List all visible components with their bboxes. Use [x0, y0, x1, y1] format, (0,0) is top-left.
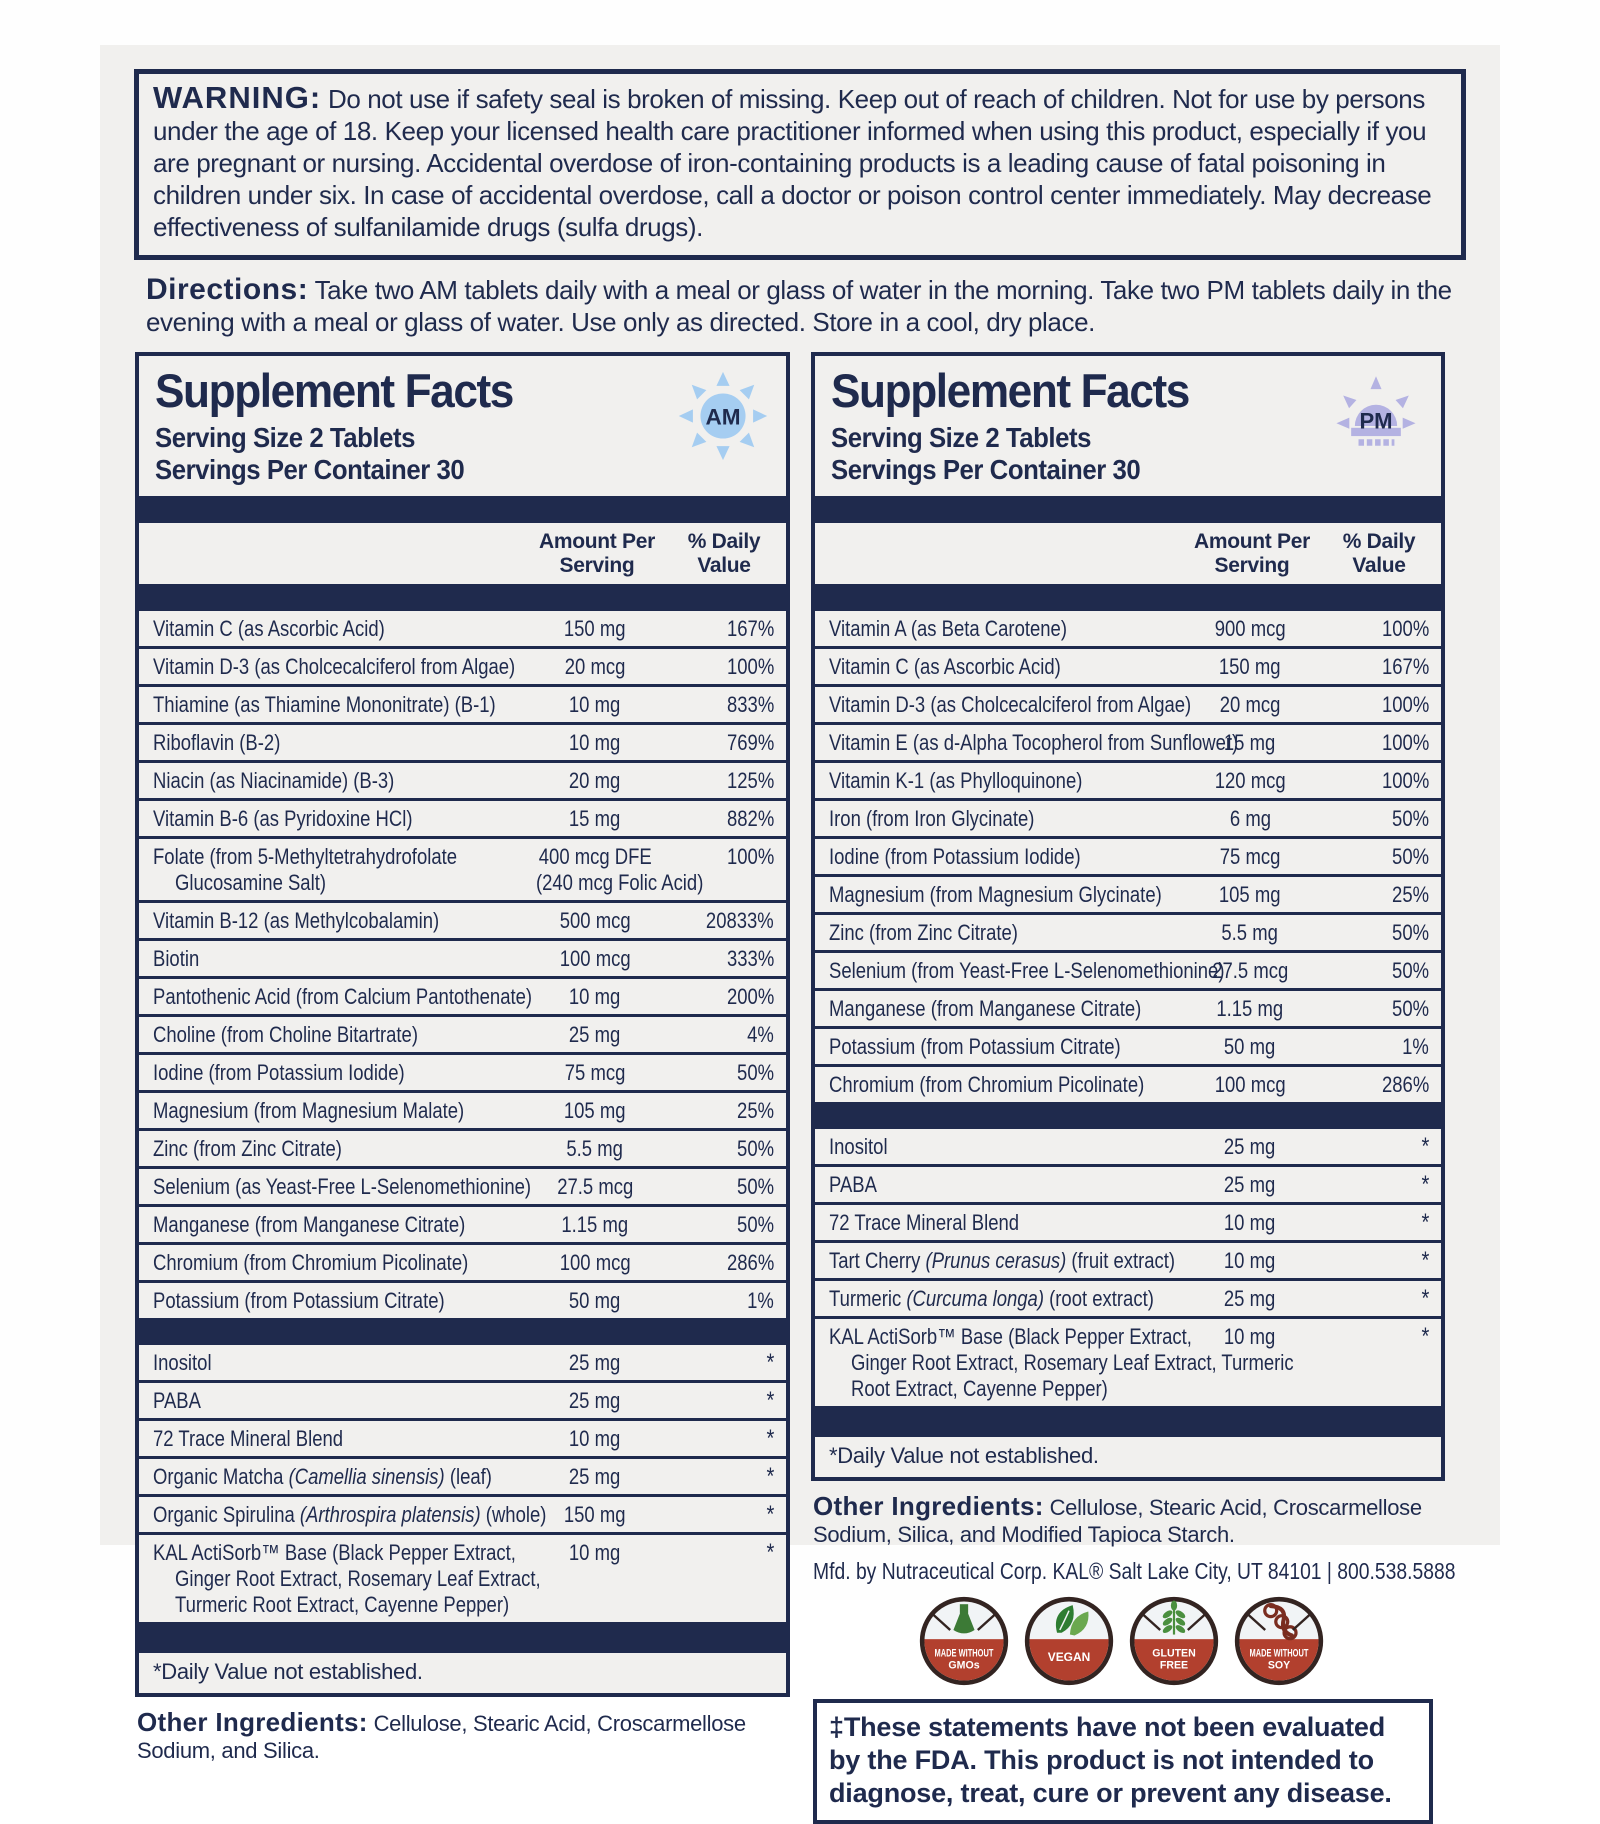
- svg-text:AM: AM: [705, 404, 741, 430]
- row-amount: 400 mcg DFE (240 mcg Folic Acid): [535, 844, 704, 895]
- table-row: [815, 646, 1441, 684]
- row-daily-value: 50%: [737, 1174, 774, 1199]
- warning-paragraph: [153, 82, 1443, 243]
- row-daily-value: *: [766, 1387, 774, 1414]
- row-daily-value: *: [766, 1349, 774, 1376]
- table-row: [139, 1532, 786, 1622]
- row-name: Iodine (from Potassium Iodide): [153, 1060, 405, 1085]
- directions: [146, 274, 1456, 338]
- row-amount: 25 mg: [569, 1464, 621, 1489]
- label-area: [100, 45, 1500, 1808]
- row-amount: 150 mg: [564, 1502, 626, 1527]
- row-daily-value: 769%: [726, 730, 774, 755]
- row-amount: 25 mg: [1224, 1286, 1276, 1311]
- table-row: [815, 950, 1441, 988]
- table-row: [139, 684, 786, 722]
- row-name: Niacin (as Niacinamide) (B-3): [153, 768, 395, 793]
- row-name: Thiamine (as Thiamine Mononitrate) (B-1): [153, 692, 496, 717]
- svg-text:SOY: SOY: [1267, 1659, 1290, 1672]
- row-daily-value: 25%: [1392, 882, 1429, 907]
- svg-text:VEGAN: VEGAN: [1047, 1650, 1090, 1665]
- table-row: [815, 798, 1441, 836]
- row-name: Potassium (from Potassium Citrate): [153, 1288, 445, 1313]
- table-row: [139, 1280, 786, 1318]
- warning-text: Do not use if safety seal is broken of missing. Keep out of reach of children. Not for use by persons under the age of 18. Keep your licensed health care practitioner informed when using this product, especially if you are pregnant or nursing. Accidental overdose of iron-containing products is a leading cause of fatal poisoning in children under six. In case of accidental overdose, call a doctor or poison control center immediately. May decrease effectiveness of sulfanilamide drugs (sulfa drugs).: [153, 84, 1432, 242]
- section-divider-bar: [815, 1102, 1441, 1129]
- table-row: [815, 1278, 1441, 1316]
- row-amount: 25 mg: [1224, 1134, 1276, 1159]
- table-row: [139, 1204, 786, 1242]
- serving-size: Serving Size 2 Tablets: [155, 422, 415, 453]
- row-amount: 100 mcg: [559, 946, 631, 971]
- certification-badges: [811, 1595, 1431, 1687]
- table-row: [815, 1026, 1441, 1064]
- row-daily-value: 50%: [1392, 958, 1429, 983]
- row-amount: 15 mg: [1224, 730, 1276, 755]
- table-row: [815, 1064, 1441, 1102]
- warning-label: WARNING:: [153, 80, 322, 115]
- table-row: [815, 1164, 1441, 1202]
- row-name: Biotin: [153, 946, 200, 971]
- row-amount: 25 mg: [569, 1350, 621, 1375]
- row-amount: 15 mg: [569, 806, 621, 831]
- row-name: Magnesium (from Magnesium Glycinate): [829, 882, 1162, 907]
- table-row: [139, 1014, 786, 1052]
- table-row: [139, 1242, 786, 1280]
- table-row: [139, 1456, 786, 1494]
- svg-text:MADE WITHOUT: MADE WITHOUT: [1249, 1647, 1309, 1660]
- row-amount: 6 mg: [1229, 806, 1271, 831]
- row-amount: 120 mcg: [1214, 768, 1286, 793]
- row-daily-value: *: [1421, 1133, 1429, 1160]
- row-daily-value: 125%: [726, 768, 774, 793]
- row-daily-value: 50%: [1392, 996, 1429, 1021]
- table-row: [139, 1345, 786, 1380]
- table-row: [139, 900, 786, 938]
- row-daily-value: 50%: [1392, 844, 1429, 869]
- row-daily-value: 50%: [737, 1060, 774, 1085]
- panels-columns: [135, 352, 1500, 1824]
- svg-text:PM: PM: [1359, 408, 1393, 434]
- row-amount: 27.5 mcg: [1211, 958, 1289, 983]
- row-amount: 100 mcg: [559, 1250, 631, 1275]
- row-name: Folate (from 5-Methyltetrahydrofolate Glucosamine Salt): [153, 844, 458, 895]
- row-name: Vitamin B-12 (as Methylcobalamin): [153, 908, 440, 933]
- row-name: Vitamin A (as Beta Carotene): [829, 616, 1067, 641]
- row-daily-value: 100%: [726, 844, 774, 869]
- row-daily-value: 200%: [726, 984, 774, 1009]
- row-name: Chromium (from Chromium Picolinate): [153, 1250, 469, 1275]
- table-row: [139, 1090, 786, 1128]
- row-name: Tart Cherry (Prunus cerasus) (fruit extract): [829, 1248, 1176, 1273]
- row-daily-value: 167%: [726, 616, 774, 641]
- row-name: Organic Spirulina (Arthrospira platensis) (whole): [153, 1502, 547, 1527]
- table-row: [139, 1418, 786, 1456]
- row-daily-value: 100%: [1381, 730, 1429, 755]
- nutrient-rows: [139, 611, 786, 1622]
- row-amount: 500 mcg: [559, 908, 631, 933]
- row-amount: 900 mcg: [1214, 616, 1286, 641]
- supplement-facts-panel-am: [135, 352, 790, 1697]
- row-name: Iron (from Iron Glycinate): [829, 806, 1035, 831]
- footnote: *Daily Value not established.: [829, 1443, 1099, 1468]
- table-row: [815, 1316, 1441, 1406]
- row-amount: 105 mg: [564, 1098, 626, 1123]
- row-amount: 10 mg: [569, 1540, 621, 1565]
- row-daily-value: 333%: [726, 946, 774, 971]
- row-amount: 10 mg: [1224, 1248, 1276, 1273]
- row-daily-value: *: [1421, 1323, 1429, 1350]
- table-row: [139, 722, 786, 760]
- table-row: [815, 874, 1441, 912]
- row-daily-value: 833%: [726, 692, 774, 717]
- section-divider-bar: [139, 496, 786, 523]
- row-name: Inositol: [153, 1350, 212, 1375]
- other-ingredients-text: Cellulose, Stearic Acid, Croscarmellose Sodium, Silica, and Modified Tapioca Starch.: [813, 1495, 1422, 1547]
- row-amount: 1.15 mg: [1216, 996, 1284, 1021]
- row-amount: 10 mg: [569, 984, 621, 1009]
- row-daily-value: 20833%: [706, 908, 774, 933]
- column-headers: [139, 523, 786, 584]
- table-row: [815, 1129, 1441, 1164]
- directions-text: Take two AM tablets daily with a meal or glass of water in the morning. Take two PM tablets daily in the evening with a meal or glass of water. Use only as directed. Store in a cool, dry place.: [146, 275, 1452, 337]
- row-name: Selenium (from Yeast-Free L-Selenomethionine): [829, 958, 1225, 983]
- row-daily-value: 50%: [1392, 806, 1429, 831]
- row-daily-value: *: [1421, 1171, 1429, 1198]
- row-name: Manganese (from Manganese Citrate): [829, 996, 1142, 1021]
- supplement-facts-panel-pm: [811, 352, 1445, 1481]
- table-row: [815, 1202, 1441, 1240]
- row-name: Organic Matcha (Camellia sinensis) (leaf): [153, 1464, 492, 1489]
- row-daily-value: *: [1421, 1247, 1429, 1274]
- table-row: [815, 988, 1441, 1026]
- row-amount: 20 mcg: [564, 654, 626, 679]
- row-amount: 5.5 mg: [566, 1136, 624, 1161]
- row-amount: 10 mg: [1224, 1210, 1276, 1235]
- disclaimer-box: [813, 1699, 1433, 1824]
- row-daily-value: 286%: [726, 1250, 774, 1275]
- other-ingredients-pm: [813, 1493, 1445, 1548]
- row-daily-value: 1%: [747, 1288, 774, 1313]
- row-daily-value: *: [1421, 1209, 1429, 1236]
- am-column: [135, 352, 790, 1764]
- column-header-daily-value: % Daily Value: [687, 530, 761, 577]
- table-row: [139, 1166, 786, 1204]
- badge-vegan: [1023, 1595, 1115, 1687]
- panel-header: [139, 356, 786, 496]
- section-divider-bar: [139, 1318, 786, 1345]
- row-amount: 75 mcg: [564, 1060, 626, 1085]
- servings-per-container: Servings Per Container 30: [831, 454, 1141, 485]
- row-name: KAL ActiSorb™ Base (Black Pepper Extract, Ginger Root Extract, Rosemary Leaf Extract, Turmeric Root Extract, Cayenne Pepper): [829, 1324, 1294, 1401]
- row-daily-value: 25%: [737, 1098, 774, 1123]
- row-daily-value: *: [766, 1539, 774, 1566]
- panel-header: [815, 356, 1441, 496]
- serving-size: Serving Size 2 Tablets: [831, 422, 1091, 453]
- pm-column: [811, 352, 1456, 1824]
- svg-text:GLUTEN: GLUTEN: [1151, 1647, 1196, 1660]
- row-amount: 5.5 mg: [1221, 920, 1279, 945]
- table-row: [815, 912, 1441, 950]
- row-daily-value: 100%: [1381, 692, 1429, 717]
- column-header-daily-value: % Daily Value: [1342, 530, 1416, 577]
- table-row: [815, 760, 1441, 798]
- row-amount: 25 mg: [569, 1388, 621, 1413]
- row-daily-value: 100%: [1381, 768, 1429, 793]
- table-row: [139, 938, 786, 976]
- svg-text:GMOs: GMOs: [947, 1659, 980, 1672]
- other-ingredients-label: Other Ingredients:: [813, 1491, 1044, 1521]
- table-row: [139, 760, 786, 798]
- other-ingredients-am: [137, 1709, 790, 1764]
- row-amount: 150 mg: [564, 616, 626, 641]
- row-name: Magnesium (from Magnesium Malate): [153, 1098, 465, 1123]
- row-amount: 25 mg: [569, 1022, 621, 1047]
- row-daily-value: *: [766, 1425, 774, 1452]
- table-row: [815, 611, 1441, 646]
- row-name: Potassium (from Potassium Citrate): [829, 1034, 1121, 1059]
- table-row: [139, 611, 786, 646]
- section-divider-bar: [139, 1622, 786, 1653]
- row-amount: 25 mg: [1224, 1172, 1276, 1197]
- row-daily-value: *: [766, 1463, 774, 1490]
- svg-text:MADE WITHOUT: MADE WITHOUT: [934, 1647, 994, 1660]
- table-row: [815, 1240, 1441, 1278]
- table-row: [815, 836, 1441, 874]
- row-name: Vitamin C (as Ascorbic Acid): [153, 616, 385, 641]
- section-divider-bar: [815, 1406, 1441, 1437]
- row-amount: 100 mcg: [1214, 1072, 1286, 1097]
- row-name: Turmeric (Curcuma longa) (root extract): [829, 1286, 1154, 1311]
- row-name: KAL ActiSorb™ Base (Black Pepper Extract, Ginger Root Extract, Rosemary Leaf Extract, Turmeric Root Extract, Cayenne Pepper): [153, 1540, 541, 1617]
- row-amount: 20 mg: [569, 768, 621, 793]
- panel-title: Supplement Facts: [155, 364, 513, 417]
- row-daily-value: 100%: [726, 654, 774, 679]
- row-daily-value: 100%: [1381, 616, 1429, 641]
- row-name: Pantothenic Acid (from Calcium Pantothenate): [153, 984, 533, 1009]
- nutrient-rows: [815, 611, 1441, 1406]
- table-row: [139, 1052, 786, 1090]
- footnote: *Daily Value not established.: [153, 1659, 423, 1684]
- table-row: [139, 646, 786, 684]
- row-daily-value: 286%: [1381, 1072, 1429, 1097]
- row-daily-value: 167%: [1381, 654, 1429, 679]
- section-divider-bar: [815, 496, 1441, 523]
- row-daily-value: 1%: [1402, 1034, 1429, 1059]
- row-amount: 10 mg: [569, 1426, 621, 1451]
- row-name: 72 Trace Mineral Blend: [153, 1426, 344, 1451]
- row-name: Selenium (as Yeast-Free L-Selenomethionine): [153, 1174, 532, 1199]
- row-amount: 10 mg: [569, 730, 621, 755]
- row-daily-value: 4%: [747, 1022, 774, 1047]
- row-daily-value: 50%: [1392, 920, 1429, 945]
- row-amount: 10 mg: [1224, 1324, 1276, 1349]
- row-name: Chromium (from Chromium Picolinate): [829, 1072, 1145, 1097]
- row-amount: 50 mg: [569, 1288, 621, 1313]
- other-ingredients-label: Other Ingredients:: [137, 1707, 368, 1737]
- row-name: Zinc (from Zinc Citrate): [829, 920, 1018, 945]
- table-row: [139, 798, 786, 836]
- row-amount: 27.5 mcg: [556, 1174, 634, 1199]
- table-row: [139, 1380, 786, 1418]
- table-row: [139, 836, 786, 900]
- row-daily-value: 882%: [726, 806, 774, 831]
- row-name: Riboflavin (B-2): [153, 730, 281, 755]
- section-divider-bar: [139, 584, 786, 611]
- row-daily-value: 50%: [737, 1212, 774, 1237]
- row-amount: 50 mg: [1224, 1034, 1276, 1059]
- row-daily-value: *: [766, 1501, 774, 1528]
- row-name: Vitamin D-3 (as Cholcecalciferol from Algae): [153, 654, 516, 679]
- row-name: Manganese (from Manganese Citrate): [153, 1212, 466, 1237]
- row-name: Vitamin D-3 (as Cholcecalciferol from Algae): [829, 692, 1192, 717]
- row-name: PABA: [829, 1172, 877, 1197]
- warning-box: [134, 69, 1466, 260]
- panel-title: Supplement Facts: [831, 364, 1189, 417]
- row-name: Iodine (from Potassium Iodide): [829, 844, 1081, 869]
- row-amount: 150 mg: [1219, 654, 1281, 679]
- row-name: Vitamin E (as d-Alpha Tocopherol from Sunflower): [829, 730, 1239, 755]
- other-ingredients-text: Cellulose, Stearic Acid, Croscarmellose Sodium, and Silica.: [137, 1711, 746, 1763]
- row-daily-value: *: [1421, 1285, 1429, 1312]
- badge-gluten-free: [1128, 1595, 1220, 1687]
- row-name: Vitamin K-1 (as Phylloquinone): [829, 768, 1083, 793]
- table-row: [139, 1494, 786, 1532]
- section-divider-bar: [815, 584, 1441, 611]
- badge-made-without-soy: [1233, 1595, 1325, 1687]
- row-name: PABA: [153, 1388, 201, 1413]
- row-name: Inositol: [829, 1134, 888, 1159]
- row-amount: 1.15 mg: [561, 1212, 629, 1237]
- column-header-amount: Amount Per Serving: [538, 530, 655, 577]
- row-name: 72 Trace Mineral Blend: [829, 1210, 1020, 1235]
- row-amount: 105 mg: [1219, 882, 1281, 907]
- row-amount: 10 mg: [569, 692, 621, 717]
- row-name: Choline (from Choline Bitartrate): [153, 1022, 418, 1047]
- table-row: [815, 684, 1441, 722]
- row-daily-value: 50%: [737, 1136, 774, 1161]
- column-headers: [815, 523, 1441, 584]
- disclaimer-text: ‡These statements have not been evaluated by the FDA. This product is not intended to diagnose, treat, cure or prevent any disease.: [829, 1712, 1392, 1808]
- table-row: [139, 1128, 786, 1166]
- badge-made-without-gmos: [918, 1595, 1010, 1687]
- table-row: [815, 722, 1441, 760]
- row-name: Zinc (from Zinc Citrate): [153, 1136, 342, 1161]
- row-amount: 20 mcg: [1219, 692, 1281, 717]
- directions-label: Directions:: [146, 273, 309, 306]
- svg-text:FREE: FREE: [1159, 1659, 1188, 1672]
- servings-per-container: Servings Per Container 30: [155, 454, 465, 485]
- row-name: Vitamin B-6 (as Pyridoxine HCl): [153, 806, 413, 831]
- column-header-amount: Amount Per Serving: [1193, 530, 1310, 577]
- row-name: Vitamin C (as Ascorbic Acid): [829, 654, 1061, 679]
- manufacturer-line: Mfd. by Nutraceutical Corp. KAL® Salt Lake City, UT 84101 | 800.538.5888: [813, 1558, 1456, 1584]
- row-amount: 75 mcg: [1219, 844, 1281, 869]
- table-row: [139, 976, 786, 1014]
